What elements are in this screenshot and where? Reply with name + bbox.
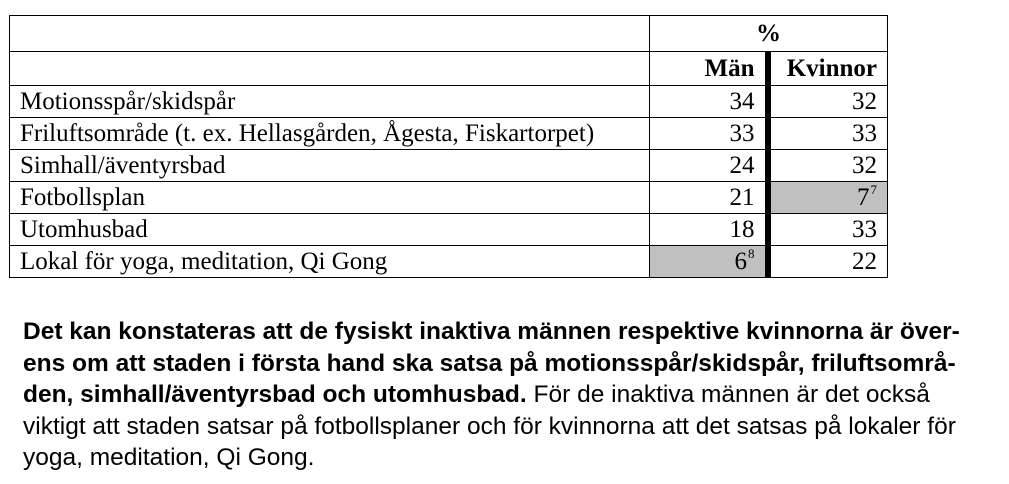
paragraph-mixed-line bbox=[23, 379, 993, 411]
footnote-marker: 8 bbox=[748, 246, 755, 261]
row-women-value: 32 bbox=[768, 86, 888, 118]
paragraph-bold-line: Det kan konstateras att de fysiskt inaktiva männen respektive kvinnorna är över- bbox=[23, 318, 960, 345]
value-text: 7 bbox=[857, 184, 870, 211]
row-label: Friluftsområde (t. ex. Hellasgården, Ågesta, Fiskartorpet) bbox=[10, 118, 650, 150]
header-row-gender bbox=[10, 52, 888, 86]
paragraph-bold-line: ens om att staden i första hand ska satsa på motionsspår/skidspår, friluftsområ- bbox=[23, 349, 956, 377]
table-row bbox=[10, 246, 888, 278]
value-text: 6 bbox=[734, 248, 747, 275]
row-men-value: 34 bbox=[650, 86, 768, 118]
row-men-value: 33 bbox=[650, 118, 768, 150]
header-women: Kvinnor bbox=[768, 52, 888, 86]
table-row bbox=[10, 150, 888, 182]
paragraph-normal-segment: För de inaktiva männen är det också bbox=[526, 381, 930, 408]
header-percent: % bbox=[650, 16, 888, 52]
row-label: Lokal för yoga, meditation, Qi Gong bbox=[10, 246, 650, 278]
row-women-value: 33 bbox=[768, 118, 888, 150]
paragraph-normal-line: viktigt att staden satsar på fotbollsplaner och för kvinnorna att det satsas på lokaler för bbox=[23, 412, 956, 440]
header-empty-cell bbox=[10, 16, 650, 52]
row-label: Fotbollsplan bbox=[10, 182, 650, 214]
row-women-value-shaded bbox=[768, 182, 888, 214]
results-table bbox=[9, 15, 888, 278]
table-row bbox=[10, 182, 888, 214]
header-men: Män bbox=[650, 52, 768, 86]
row-women-value: 33 bbox=[768, 214, 888, 246]
header-empty-cell bbox=[10, 52, 650, 86]
table-row bbox=[10, 86, 888, 118]
paragraph-normal-line: yoga, meditation, Qi Gong. bbox=[23, 444, 315, 471]
row-label: Motionsspår/skidspår bbox=[10, 86, 650, 118]
row-men-value: 24 bbox=[650, 150, 768, 182]
paragraph-bold-segment: den, simhall/äventyrsbad och utomhusbad. bbox=[23, 381, 527, 408]
row-men-value: 21 bbox=[650, 182, 768, 214]
results-table-wrapper bbox=[9, 15, 888, 278]
footnote-marker: 7 bbox=[870, 182, 877, 197]
row-men-value-shaded bbox=[650, 246, 768, 278]
row-women-value: 32 bbox=[768, 150, 888, 182]
summary-paragraph bbox=[23, 316, 993, 474]
row-women-value: 22 bbox=[768, 246, 888, 278]
row-label: Simhall/äventyrsbad bbox=[10, 150, 650, 182]
table-row bbox=[10, 118, 888, 150]
table-row bbox=[10, 214, 888, 246]
row-label: Utomhusbad bbox=[10, 214, 650, 246]
row-men-value: 18 bbox=[650, 214, 768, 246]
header-row-percent bbox=[10, 16, 888, 52]
